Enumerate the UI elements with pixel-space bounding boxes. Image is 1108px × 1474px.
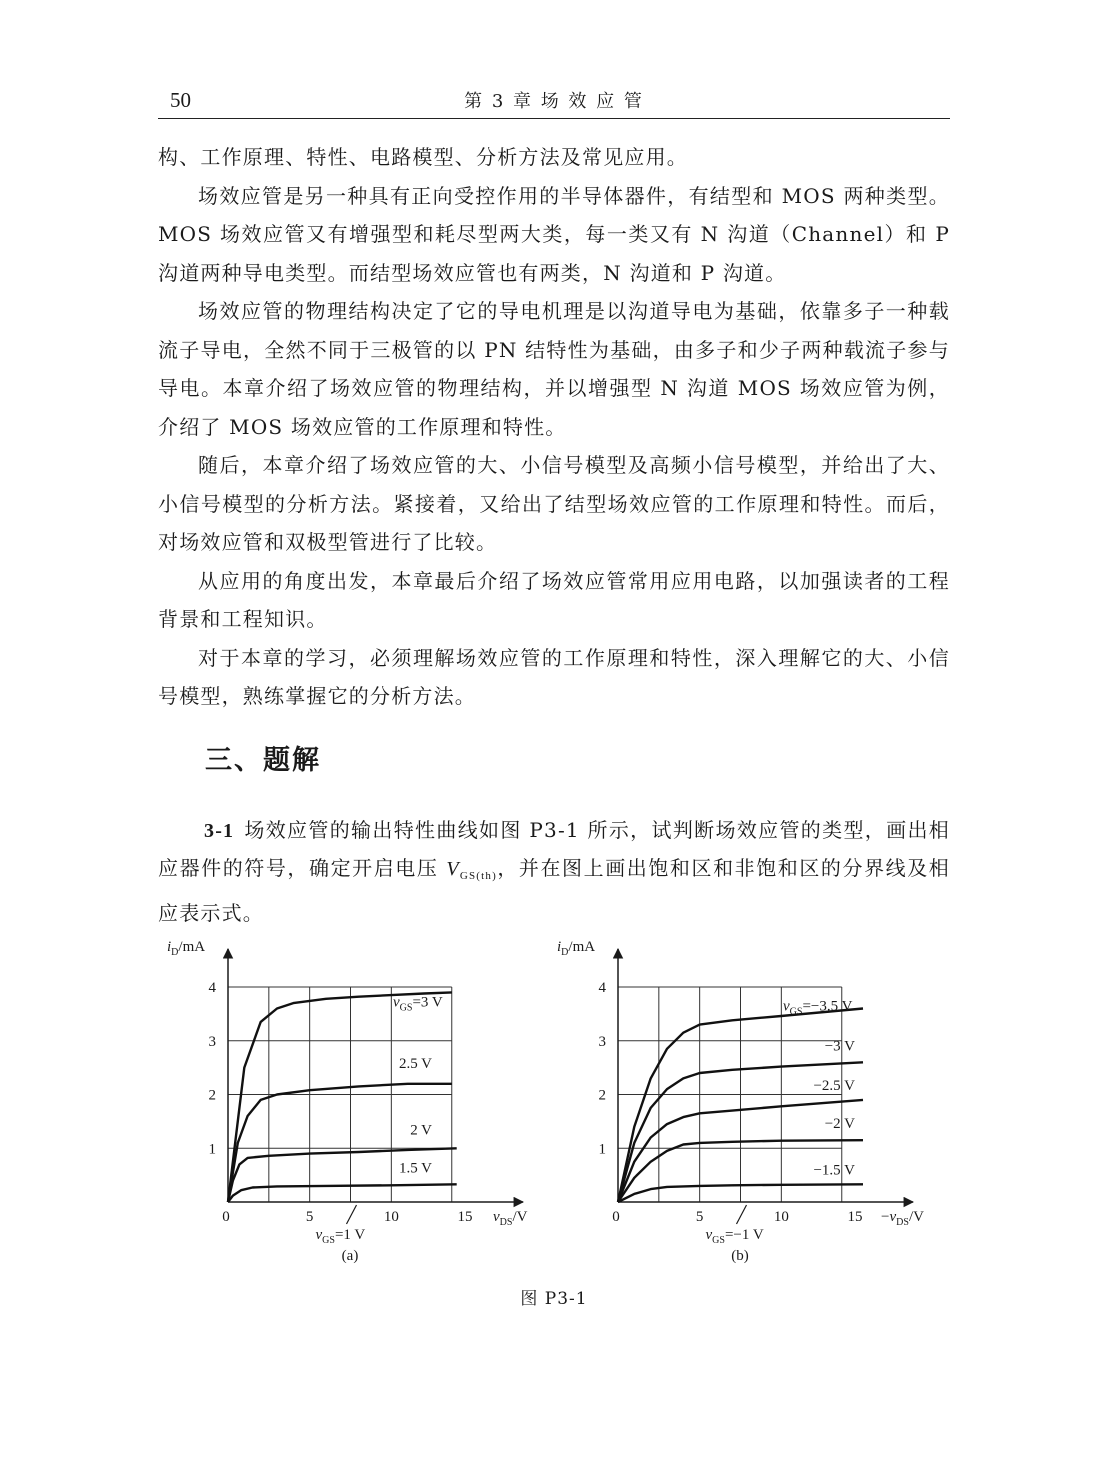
series-label: −3 V [824, 1038, 855, 1055]
y-tick-label: 1 [598, 1141, 606, 1158]
problem-number: 3-1 [204, 820, 235, 842]
y-axis-label: $i_D/mA$ [167, 939, 206, 958]
series-label: −1.5 V [813, 1162, 855, 1179]
leader-line [347, 1205, 357, 1224]
x-tick-label: 15 [847, 1209, 863, 1225]
symbol-main: V [446, 858, 460, 880]
y-tick-label: 1 [208, 1141, 216, 1158]
paragraph: 场效应管的物理结构决定了它的导电机理是以沟道导电为基础，依靠多子一种载流子导电，全然不同于三极管的以 PN 结特性为基础，由多子和少子两种载流子参与导电。本章介绍了场效应管的物理结构，并以增强型 N 沟道 MOS 场效应管为例，介绍了 MOS 场效应管的工作原理和特性。 [158, 299, 950, 439]
paragraph: 场效应管是另一种具有正向受控作用的半导体器件，有结型和 MOS 两种类型。MOS 场效应管又有增强型和耗尽型两大类，每一类又有 N 沟道（Channel）和 P 沟道两种导电类型。而结型场效应管也有两类，N 沟道和 P 沟道。 [158, 183, 950, 285]
series-label: $v_{GS}=-1$ V [705, 1227, 764, 1246]
paragraph: 从应用的角度出发，本章最后介绍了场效应管常用应用电路，以加强读者的工程背景和工程知识。 [158, 568, 950, 631]
y-tick-label: 4 [598, 980, 606, 996]
page-number: 50 [170, 88, 191, 112]
chart-panel-a [167, 939, 528, 1264]
x-tick-label: 15 [457, 1209, 473, 1225]
x-tick-label: 0 [222, 1209, 230, 1225]
y-tick-label: 2 [598, 1087, 606, 1104]
panel-label: (b) [731, 1248, 749, 1264]
problem-text-part2: ，并在图上画出饱和区和非饱和区的分界线及相应表示式。 [158, 856, 950, 925]
series-label: 1.5 V [398, 1160, 432, 1177]
chapter-title: 第 3 章 场 效 应 管 [464, 91, 644, 112]
series-label: −2.5 V [813, 1077, 855, 1094]
series-label: 2 V [410, 1122, 432, 1139]
leader-line [737, 1205, 747, 1224]
series-label: $v_{GS}=-3.5$ V [783, 998, 853, 1018]
y-axis-label: $i_D/mA$ [557, 939, 596, 958]
problem-text-part1: 场效应管的输出特性曲线如图 P3-1 所示，试判断场效应管的类型，画出相应器件的符号，确定开启电压 [158, 818, 950, 880]
x-tick-label: 5 [305, 1209, 314, 1225]
section-title: 三、题解 [205, 745, 321, 776]
chapter-summary [158, 138, 950, 716]
x-axis-label: $v_{DS}/V$ [493, 1209, 528, 1228]
x-tick-label: 10 [383, 1209, 399, 1225]
series-label: −2 V [824, 1116, 855, 1133]
problem-3-1 [158, 812, 950, 932]
x-tick-label: 0 [612, 1209, 620, 1225]
symbol-sub: GS(th) [459, 870, 497, 882]
x-tick-label: 10 [773, 1209, 789, 1225]
chart-panel-b [557, 939, 924, 1264]
paragraph: 构、工作原理、特性、电路模型、分析方法及常见应用。 [158, 145, 688, 169]
paragraph: 对于本章的学习，必须理解场效应管的工作原理和特性，深入理解它的大、小信号模型，熟练掌握它的分析方法。 [158, 645, 950, 708]
series-label: 2.5 V [398, 1055, 432, 1072]
problem-text [158, 812, 950, 932]
panel-label: (a) [341, 1248, 359, 1264]
series-line [228, 1184, 457, 1202]
paragraph: 随后，本章介绍了场效应管的大、小信号模型及高频小信号模型，并给出了大、小信号模型的分析方法。紧接着，又给出了结型场效应管的工作原理和特性。而后，对场效应管和双极型管进行了比较。 [158, 453, 950, 554]
y-tick-label: 3 [208, 1033, 216, 1050]
y-tick-label: 4 [208, 980, 216, 996]
page-header [158, 84, 950, 119]
figure-caption: 图 P3-1 [520, 1289, 588, 1309]
x-tick-label: 5 [695, 1209, 704, 1225]
series-label: $v_{GS}=3$ V [393, 994, 443, 1014]
y-tick-label: 3 [598, 1033, 606, 1050]
series-label: $v_{GS}=1$ V [315, 1227, 366, 1246]
figure-p3-1 [150, 925, 950, 1275]
y-tick-label: 2 [208, 1087, 216, 1104]
x-axis-label: $-v_{DS}/V$ [881, 1209, 924, 1228]
